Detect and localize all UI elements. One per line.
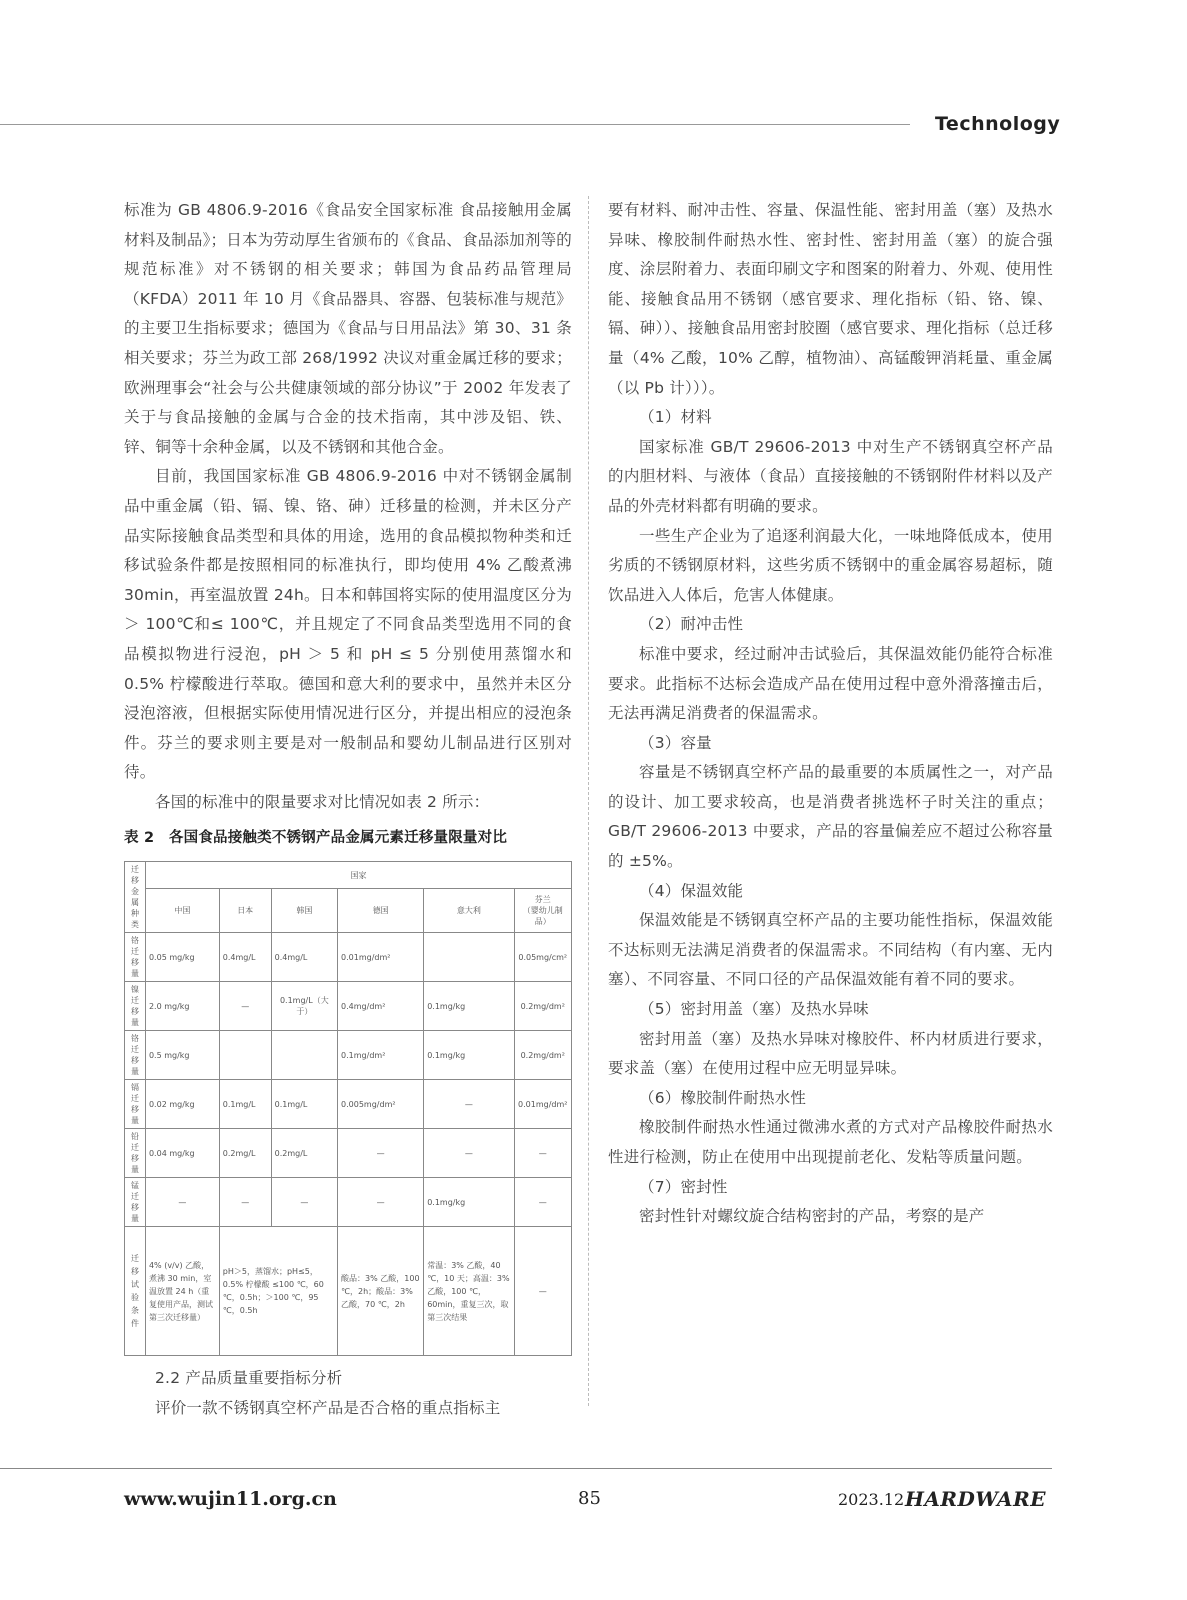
footer-rule (0, 1468, 1052, 1469)
table-cell: 0.01mg/dm² (514, 1080, 572, 1129)
right-paragraph-9: 密封性针对螺纹旋合结构密封的产品，考察的是产 (639, 1207, 985, 1226)
page-number: 85 (578, 1488, 601, 1509)
table-row (125, 982, 572, 1031)
country-header: 韩国 (271, 889, 337, 933)
row-label: 铅迁移量 (125, 1129, 146, 1178)
section-heading-2-2: 2.2 产品质量重要指标分析 (155, 1369, 343, 1388)
table-caption: 表 2 各国食品接触类不锈钢产品金属元素迁移量限量对比 (124, 830, 508, 847)
row-label: 镉迁移量 (125, 1080, 146, 1129)
table-cell: 0.2mg/L (271, 1129, 337, 1178)
right-column (608, 196, 1053, 1232)
table-cell: 0.1mg/L（大于） (271, 982, 337, 1031)
table-corner-header: 迁移金属种类 (125, 862, 146, 933)
left-paragraph-2: 目前，我国国家标准 GB 4806.9-2016 中对不锈钢金属制品中重金属（铅、镉、镍、铬、砷）迁移量的检测，并未区分产品实际接触食品类型和具体的用途，选用的食品模拟物种类和迁移试验条件都是按照相同的标准执行，即均使用 4% 乙酸煮沸 30min，再室温放置 24h。日本和韩国将实际的使用温度区分为＞ 100℃和≤ 100℃，并且规定了不同食品类型选用不同的食品模拟物进行浸泡，pH ＞ 5 和 pH ≤ 5 分别使用蒸馏水和 0.5% 柠檬酸进行萃取。德国和意大利的要求中，虽然并未区分浸泡溶液，但根据实际使用情况进行区分，并提出相应的浸泡条件。芬兰的要求则主要是对一般制品和婴幼儿制品进行区别对待。 (124, 467, 572, 782)
table-cell: 0.4mg/L (271, 933, 337, 982)
table-cell: 0.05mg/cm² (514, 933, 572, 982)
table-cell: 0.1mg/L (219, 1080, 271, 1129)
country-header (514, 889, 572, 933)
table-cell: — (145, 1178, 219, 1227)
table-cell: 酸品：3% 乙酸，100 ℃，2h；酸品：3% 乙酸，70 ℃，2h (338, 1227, 424, 1356)
right-paragraph-3: 一些生产企业为了追逐利润最大化，一味地降低成本，使用劣质的不锈钢原材料，这些劣质不锈钢中的重金属容易超标，随饮品进入人体后，危害人体健康。 (608, 526, 1053, 604)
table-cell: 2.0 mg/kg (145, 982, 219, 1031)
table-cell: 0.2mg/L (219, 1129, 271, 1178)
right-paragraph-7: 密封用盖（塞）及热水异味对橡胶件、杯内材质进行要求，要求盖（塞）在使用过程中应无明显异味。 (608, 1029, 1053, 1078)
issue-date: 2023.12 (838, 1490, 905, 1509)
row-label: 迁移试验条件 (125, 1227, 146, 1356)
left-column (124, 196, 572, 1424)
table-cell: — (338, 1129, 424, 1178)
table-row (125, 1129, 572, 1178)
table-cell: — (219, 1178, 271, 1227)
subheading-rubber: （6）橡胶制件耐热水性 (639, 1088, 807, 1107)
country-note: （婴幼儿制品） (522, 906, 563, 927)
table-cell: 0.02 mg/kg (145, 1080, 219, 1129)
table-cell: 常温：3% 乙酸，40 ℃，10 天；高温：3% 乙酸，100 ℃，60min，重复三次，取第三次结果 (424, 1227, 514, 1356)
table-cell: 0.05 mg/kg (145, 933, 219, 982)
table-cell: 0.2mg/dm² (514, 982, 572, 1031)
right-paragraph-2: 国家标准 GB/T 29606-2013 中对生产不锈钢真空杯产品的内胆材料、与液体（食品）直接接触的不锈钢附件材料以及产品的外壳材料都有明确的要求。 (608, 437, 1053, 515)
subheading-material: （1）材料 (639, 408, 712, 427)
table-cell: — (424, 1080, 514, 1129)
table-cell: — (514, 1178, 572, 1227)
country-header: 中国 (145, 889, 219, 933)
right-paragraph-4: 标准中要求，经过耐冲击试验后，其保温效能仍能符合标准要求。此指标不达标会造成产品在使用过程中意外滑落撞击后，无法再满足消费者的保温需求。 (608, 644, 1053, 723)
table-cell: 0.4mg/dm² (338, 982, 424, 1031)
table-cell (271, 1031, 337, 1080)
table-cell: 0.1mg/kg (424, 982, 514, 1031)
footer-url: www.wujin11.org.cn (124, 1488, 337, 1510)
subheading-impact: （2）耐冲击性 (639, 615, 744, 634)
table-row-conditions (125, 1227, 572, 1356)
table-cell: 4% (v/v) 乙酸，煮沸 30 min，室温放置 24 h（重复使用产品，测试第三次迁移量） (145, 1227, 219, 1356)
table-cell: — (514, 1129, 572, 1178)
table-cell (424, 933, 514, 982)
table-row (125, 1178, 572, 1227)
row-label: 铬迁移量 (125, 933, 146, 982)
table-cell: — (338, 1178, 424, 1227)
row-label: 铬迁移量 (125, 1031, 146, 1080)
country-header: 德国 (338, 889, 424, 933)
left-paragraph-1: 标准为 GB 4806.9-2016《食品安全国家标准 食品接触用金属材料及制品》；日本为劳动厚生省颁布的《食品、食品添加剂等的规范标准》对不锈钢的相关要求；韩国为食品药品管理局（KFDA）2011 年 10 月《食品器具、容器、包装标准与规范》的主要卫生指标要求；德国为《食品与日用品法》第 30、31 条相关要求；芬兰为政工部 268/1992 决议对重金属迁移的要求；欧洲理事会“社会与公共健康领域的部分协议”于 2002 年发表了关于与食品接触的金属与合金的技术指南，其中涉及铝、铁、锌、铜等十余种金属，以及不锈钢和其他合金。 (124, 201, 572, 456)
country-header: 意大利 (424, 889, 514, 933)
subheading-insulation: （4）保温效能 (639, 881, 744, 900)
table-cell: 0.5 mg/kg (145, 1031, 219, 1080)
subheading-lid-odor: （5）密封用盖（塞）及热水异味 (639, 1000, 869, 1019)
country-header: 日本 (219, 889, 271, 933)
right-paragraph-8: 橡胶制件耐热水性通过微沸水煮的方式对产品橡胶件耐热水性进行检测，防止在使用中出现提前老化、发粘等质量问题。 (608, 1118, 1053, 1166)
country-name: 芬兰 (534, 895, 551, 905)
header-rule (0, 124, 910, 125)
table-cell: 0.1mg/L (271, 1080, 337, 1129)
table-cell: — (219, 982, 271, 1031)
comparison-table (124, 861, 572, 1356)
table-cell: 0.1mg/kg (424, 1178, 514, 1227)
table-cell: 0.1mg/kg (424, 1031, 514, 1080)
table-cell: pH＞5，蒸馏水；pH≤5，0.5% 柠檬酸 ≤100 ℃，60 ℃，0.5h；＞100 ℃，95 ℃，0.5h (219, 1227, 337, 1356)
left-paragraph-3: 各国的标准中的限量要求对比情况如表 2 所示： (155, 792, 490, 811)
left-paragraph-4: 评价一款不锈钢真空杯产品是否合格的重点指标主 (155, 1399, 501, 1418)
column-divider (588, 196, 589, 1406)
magazine-title: HARDWARE (905, 1487, 1046, 1511)
table-cell: 0.04 mg/kg (145, 1129, 219, 1178)
table-cell: — (514, 1227, 572, 1356)
row-label: 镍迁移量 (125, 982, 146, 1031)
table-cell: 0.4mg/L (219, 933, 271, 982)
table-cell: — (271, 1178, 337, 1227)
table-cell (219, 1031, 271, 1080)
right-paragraph-5: 容量是不锈钢真空杯产品的最重要的本质属性之一，对产品的设计、加工要求较高，也是消费者挑选杯子时关注的重点；GB/T 29606-2013 中要求，产品的容量偏差应不超过公称容量的 ±5%。 (608, 763, 1053, 871)
row-label: 锰迁移量 (125, 1178, 146, 1227)
table-cell: 0.2mg/dm² (514, 1031, 572, 1080)
subheading-capacity: （3）容量 (639, 733, 712, 752)
table-cell: 0.005mg/dm² (338, 1080, 424, 1129)
table-cell: — (424, 1129, 514, 1178)
table-row (125, 1080, 572, 1129)
table-cell: 0.1mg/dm² (338, 1031, 424, 1080)
section-label: Technology (935, 113, 1061, 135)
table-group-header: 国家 (145, 862, 571, 889)
subheading-sealing: （7）密封性 (639, 1177, 728, 1196)
table-cell: 0.01mg/dm² (338, 933, 424, 982)
right-paragraph-1: 要有材料、耐冲击性、容量、保温性能、密封用盖（塞）及热水异味、橡胶制件耐热水性、密封性、密封用盖（塞）的旋合强度、涂层附着力、表面印刷文字和图案的附着力、外观、使用性能、接触食品用不锈钢（感官要求、理化指标（铅、铬、镍、镉、砷））、接触食品用密封胶圈（感官要求、理化指标（总迁移量（4% 乙酸，10% 乙醇，植物油）、高锰酸钾消耗量、重金属（以 Pb 计）））。 (608, 201, 1053, 397)
table-row (125, 933, 572, 982)
table-row (125, 1031, 572, 1080)
right-paragraph-6: 保温效能是不锈钢真空杯产品的主要功能性指标，保温效能不达标则无法满足消费者的保温需求。不同结构（有内塞、无内塞）、不同容量、不同口径的产品保温效能有着不同的要求。 (608, 911, 1053, 989)
